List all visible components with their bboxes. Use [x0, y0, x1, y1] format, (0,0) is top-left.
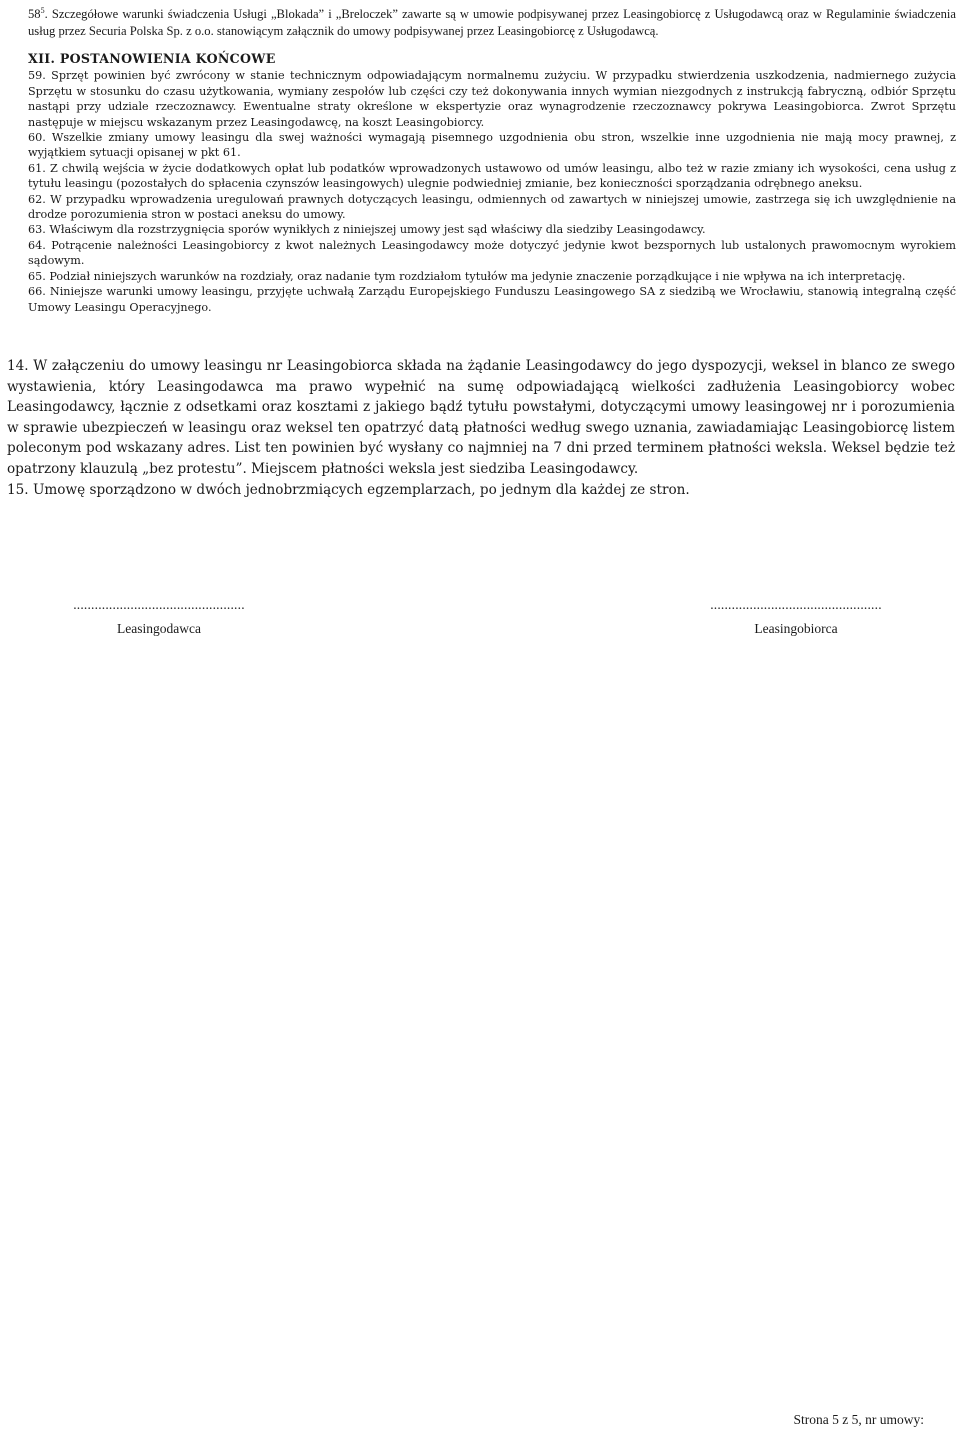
clause-61: 61. Z chwilą wejścia w życie dodatkowych opłat lub podatków wprowadzonych ustawowo od umów leasingu, albo też w razie zmiany ich wysokości, cena usług z tytułu leasingu (pozostałych do spłacenia czynszów leasingowych) ulegnie podwiedniej zmianie, bez konieczności sporządzania odrębnego aneksu.: [28, 161, 956, 191]
clause-60: 60. Wszelkie zmiany umowy leasingu dla swej ważności wymagają pisemnego uzgodnienia obu stron, wszelkie inne uzgodnienia nie mają mocy prawnej, z wyjątkiem sytuacji opisanej w pkt 61.: [28, 131, 956, 160]
clause-64: 64. Potrącenie należności Leasingobiorcy z kwot należnych Leasingodawcy może dotyczyć jedynie kwot bezspornych lub ustalonych prawomocnym wyrokiem sądowym.: [28, 238, 956, 268]
clause-63: 63. Właściwym dla rozstrzygnięcia sporów wynikłych z niniejszej umowy jest sąd właściwy dla siedziby Leasingodawcy.: [28, 223, 706, 237]
section-title: XII. POSTANOWIENIA KOŃCOWE: [28, 51, 276, 66]
signature-line: ................................................: [73, 597, 245, 612]
footnote-number: 58: [28, 7, 41, 21]
clause-65: 65. Podział niniejszych warunków na rozdziały, oraz nadanie tym rozdziałom tytułów ma jedynie znaczenie porządkujące i nie wpływa na ich interpretację.: [28, 269, 906, 283]
clause-59: 59. Sprzęt powinien być zwrócony w stanie technicznym odpowiadającym normalnemu zużyciu. W przypadku stwierdzenia uszkodzenia, nadmiernego zużycia Sprzętu w stosunku do czasu użytkowania, wymiany zespołów lub części czy też dokonywania innych wymian niezgodnych z instrukcją fabryczną, odbiór Sprzętu nastąpi przy udziale rzeczoznawcy. Ewentualne straty określone w ekspertyzie oraz wynagrodzenie rzeczoznawcy pokrywa Leasingobiorca. Zwrot Sprzętu następuje w miejscu wskazanym przez Leasingodawcę, na koszt Leasingobiorcy.: [28, 69, 956, 129]
footnote-superscript: 5: [40, 5, 45, 15]
page-footer: Strona 5 z 5, nr umowy:: [793, 1412, 924, 1427]
clauses-block: [28, 50, 956, 315]
clause-66: 66. Niniejsze warunki umowy leasingu, przyjęte uchwałą Zarządu Europejskiego Funduszu Leasingowego SA z siedzibą we Wrocławiu, stanowią integralną część Umowy Leasingu Operacyjnego.: [28, 285, 956, 314]
footnote: [28, 6, 956, 40]
footnote-text: . Szczegółowe warunki świadczenia Usługi „Blokada” i „Breloczek” zawarte są w umowie podpisywanej przez Leasingobiorcę z Usługodawcą oraz w Regulaminie świadczenia usług przez Securia Polska Sp. z o.o. stanowiącym załącznik do umowy podpisywanej przez Leasingobiorcę z Usługodawcą.: [28, 7, 956, 38]
clause-62: 62. W przypadku wprowadzenia uregulowań prawnych dotyczących leasingu, odmiennych od zawartych w niniejszej umowie, zastrzega się ich uwzględnienie na drodze porozumienia stron w postaci aneksu do umowy.: [28, 192, 956, 222]
signature-leasingobiorca: [665, 597, 927, 637]
paragraph-15: 15. Umowę sporządzono w dwóch jednobrzmiących egzemplarzach, po jednym dla każdej ze stron.: [7, 481, 690, 498]
signature-role: Leasingodawca: [117, 621, 201, 636]
signature-line: ................................................: [710, 597, 882, 612]
signature-role: Leasingobiorca: [754, 621, 838, 636]
main-clauses: [7, 356, 955, 500]
signature-leasingodawca: [28, 597, 290, 637]
paragraph-14: 14. W załączeniu do umowy leasingu nr Leasingobiorca składa na żądanie Leasingodawcy do jego dyspozycji, weksel in blanco ze swego wystawienia, który Leasingodawca ma prawo wypełnić na sumę odpowiadającą wielkości zadłużenia Leasingobiorcy wobec Leasingodawcy, łącznie z odsetkami oraz kosztami z jakiego bądź tytułu powstałymi, dotyczącymi umowy leasingowej nr i porozumienia w sprawie ubezpieczeń w leasingu oraz weksel ten opatrzyć datą płatności według swego uznania, zawiadamiając Leasingobiorcę listem poleconym pod wskazany adres. List ten powinien być wysłany co najmniej na 7 dni przed terminem płatności weksla. Weksel będzie też opatrzony klauzulą „bez protestu”. Miejscem płatności weksla jest siedziba Leasingodawcy.: [7, 358, 955, 477]
